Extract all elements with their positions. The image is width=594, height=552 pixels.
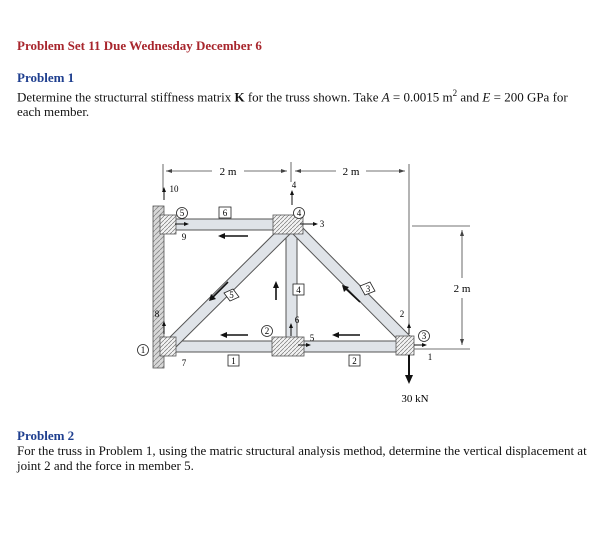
p1-matrix-k: K [234,89,245,105]
dim-top-left-label: 2 m [219,166,237,178]
member-3-label: 3 [365,284,371,294]
dof-3: 3 [319,219,325,229]
joint-4-label: 4 [296,208,302,218]
dof-6: 6 [294,315,300,325]
dim-right-label: 2 m [453,283,471,295]
problem-2-title: Problem 2 [17,428,75,443]
problem-1-text [17,86,587,119]
joint-3-label: 3 [421,331,427,341]
dof-1: 1 [427,352,433,362]
member-4-label: 4 [296,285,301,295]
member-3-bar [289,222,413,347]
p1-text-e: = 200 GPa for each member. [17,89,568,120]
truss-figure [0,150,594,415]
member-1-label: 1 [231,356,236,366]
dof-8: 8 [154,309,160,319]
dof-4: 4 [291,180,297,190]
p1-text-c: = 0.0015 m [389,89,453,105]
joint-1-label: 1 [140,345,146,355]
p1-var-e: E [482,89,491,105]
load-label: 30 kN [401,393,429,405]
dimension-arrowheads [166,169,464,345]
p1-text-b: for the truss shown. Take [244,89,382,105]
joint-5-label: 5 [179,208,185,218]
problem-set-title: Problem Set 11 Due Wednesday December 6 [17,38,262,53]
member-2-label: 2 [352,356,357,366]
member-5-label: 5 [229,290,234,300]
dof-9: 9 [181,232,187,242]
p1-var-a: A [381,89,390,105]
dof-2: 2 [399,309,405,319]
p1-text-d: and [457,89,483,105]
load-arrow [405,355,413,384]
dof-5: 5 [309,333,315,343]
member-6-label: 6 [222,208,228,218]
dof-7: 7 [181,358,187,368]
problem-1-title: Problem 1 [17,70,75,85]
joint-2-label: 2 [264,326,270,336]
p1-text-a: Determine the structurral stiffness matrix [17,89,235,105]
p1-sup-2: 2 [452,88,458,98]
truss-members [164,219,413,352]
dof-10: 10 [169,184,179,194]
problem-2-text: For the truss in Problem 1, using the matric structural analysis method, determine the vertical displacement at joint 2 and the force in member 5. [17,443,587,473]
dim-top-right-label: 2 m [342,166,360,178]
